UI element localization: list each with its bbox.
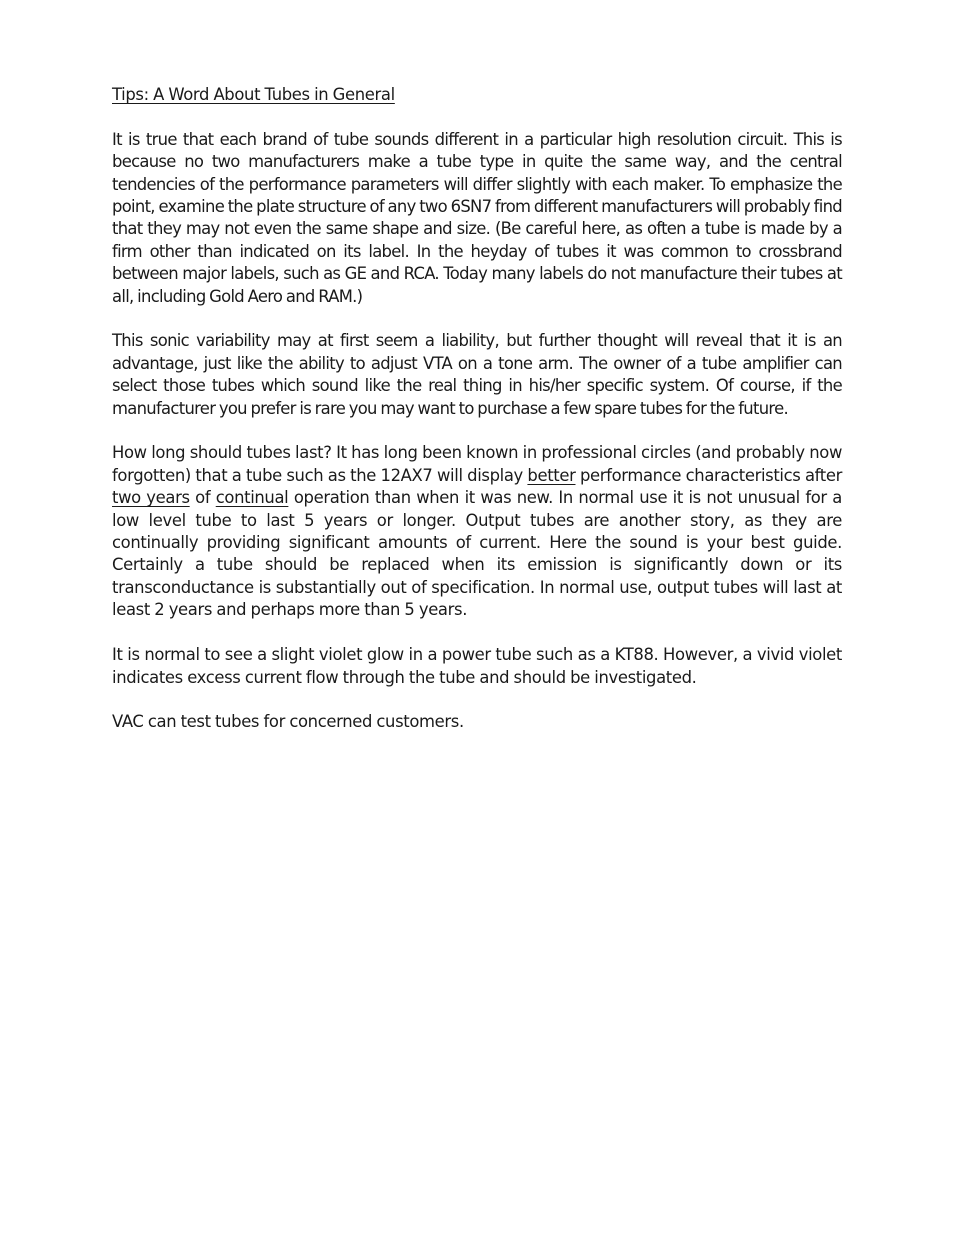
paragraph-violet-glow: It is normal to see a slight violet glow in a power tube such as a KT88. However, a vivid violet indicates excess current flow through the tube and should be investigated. [112, 645, 842, 687]
paragraph-tube-lifespan [112, 442, 842, 621]
lifespan-text-4: operation than when it was new. In normal use it is not unusual for a low level tube to last 5 years or longer. Output tubes are another story, as they are continually providing significant amounts of current. Here the sound is your best guide. Certainly a tube should be replaced when its emission is significantly down or its transconductance is substantially out of specification. In normal use, output tubes will last at least 2 years and perhaps more than 5 years. [112, 488, 842, 620]
section-title: Tips: A Word About Tubes in General [112, 85, 395, 104]
underlined-continual: continual [215, 488, 289, 508]
lifespan-text-2: performance characteristics after [575, 465, 843, 485]
lifespan-text-1: How long should tubes last? It has long been known in professional circles (and probably now forgotten) that a tube such as the 12AX7 will display [112, 443, 842, 485]
document-body [112, 84, 842, 756]
underlined-two-years: two years [112, 488, 190, 508]
paragraph-tube-brands: It is true that each brand of tube sounds different in a particular high resolution circuit. This is because no two manufacturers make a tube type in quite the same way, and the central tendencies of the performance parameters will differ slightly with each maker. To emphasize the point, examine the plate structure of any two 6SN7 from different manufacturers will probably find that they may not even the same shape and size. (Be careful here, as often a tube is made by a firm other than indicated on its label. In the heyday of tubes it was common to crossbrand between major labels, such as GE and RCA. Today many labels do not manufacture their tubes at all, including Gold Aero and RAM.) [112, 129, 842, 306]
paragraph-sonic-variability: This sonic variability may at first seem a liability, but further thought will reveal that it is an advantage, just like the ability to adjust VTA on a tone arm. The owner of a tube amplifier can select those tubes which sound like the real thing in his/her specific system. Of course, if the manufacturer you prefer is rare you may want to purchase a few spare tubes for the future. [112, 331, 842, 418]
underlined-better: better [527, 465, 576, 485]
paragraph-vac-testing: VAC can test tubes for concerned customers. [112, 712, 464, 732]
lifespan-text-3: of [189, 488, 216, 508]
